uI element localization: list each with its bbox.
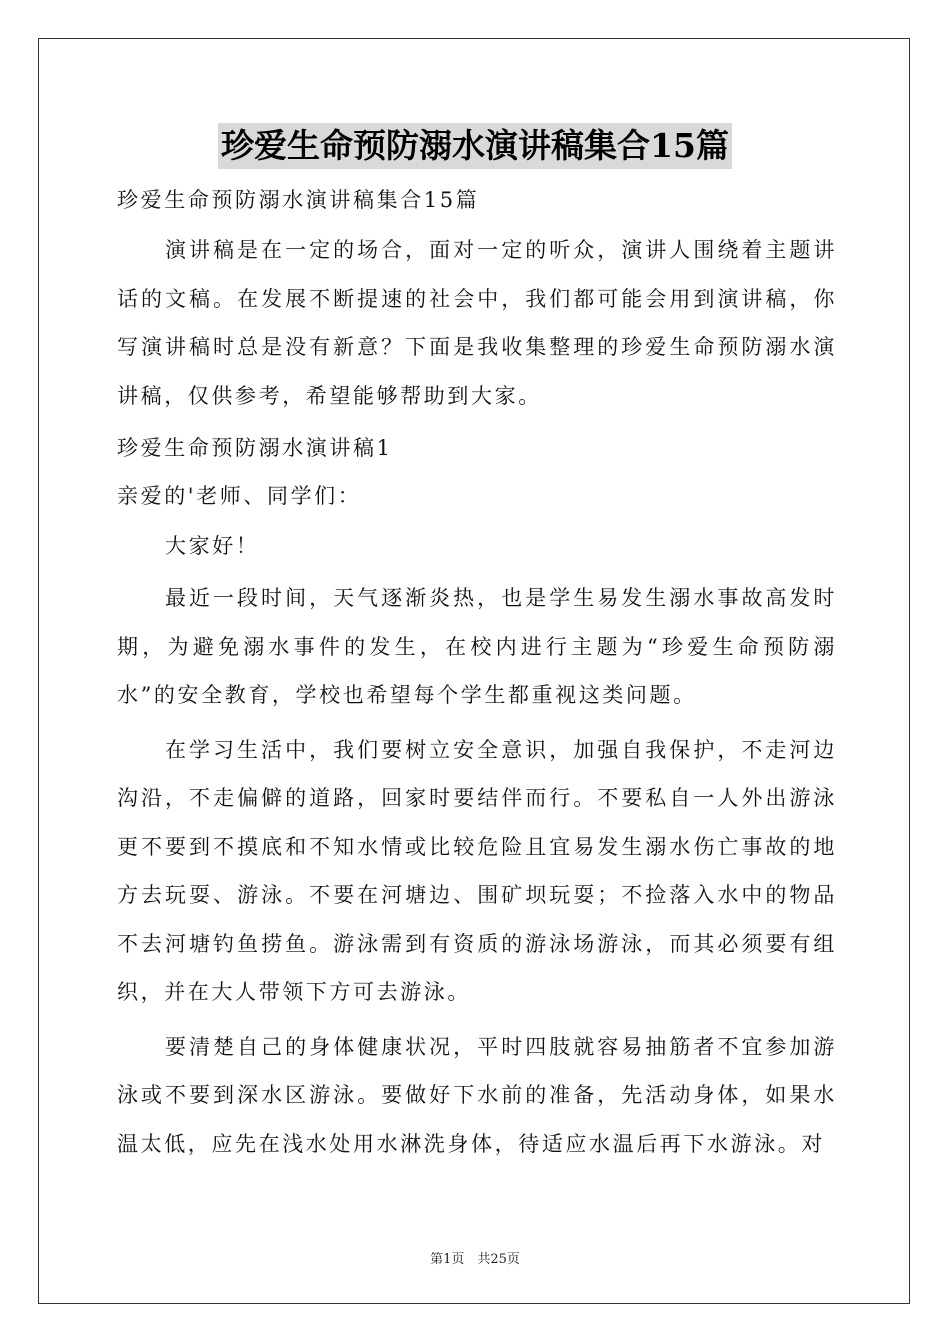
page-title: 珍爱生命预防溺水演讲稿集合15篇 (218, 123, 732, 169)
greeting: 大家好！ (165, 534, 260, 558)
body-paragraph: 要清楚自己的身体健康状况，平时四肢就容易抽筋者不宜参加游泳或不要到深水区游泳。要做好下水前的准备，先活动身体，如果水温太低，应先在浅水处用水淋洗身体，待适应水温后再下水游泳。对 (117, 1034, 837, 1156)
section-heading: 珍爱生命预防溺水演讲稿1 (117, 436, 393, 460)
document-body (117, 178, 837, 1174)
salutation: 亲爱的'老师、同学们： (117, 484, 362, 508)
document-subtitle: 珍爱生命预防溺水演讲稿集合15篇 (117, 188, 480, 212)
page-footer (0, 1248, 950, 1267)
intro-paragraph: 演讲稿是在一定的场合，面对一定的听众，演讲人围绕着主题讲话的文稿。在发展不断提速的社会中，我们都可能会用到演讲稿，你写演讲稿时总是没有新意？下面是我收集整理的珍爱生命预防溺水演讲稿，仅供参考，希望能够帮助到大家。 (117, 238, 837, 408)
title-wrap (0, 123, 950, 169)
body-paragraph: 在学习生活中，我们要树立安全意识，加强自我保护，不走河边沟沿，不走偏僻的道路，回家时要结伴而行。不要私自一人外出游泳更不要到不摸底和不知水情或比较危险且宜易发生溺水伤亡事故的地方去玩耍、游泳。不要在河塘边、围矿坝玩耍；不捡落入水中的物品不去河塘钓鱼捞鱼。游泳需到有资质的游泳场游泳，而其必须要有组织，并在大人带领下方可去游泳。 (117, 737, 837, 1004)
body-paragraph: 最近一段时间，天气逐渐炎热，也是学生易发生溺水事故高发时期，为避免溺水事件的发生，在校内进行主题为“珍爱生命预防溺水”的安全教育，学校也希望每个学生都重视这类问题。 (117, 586, 837, 707)
page-indicator: 第1页 共25页 (430, 1252, 520, 1267)
